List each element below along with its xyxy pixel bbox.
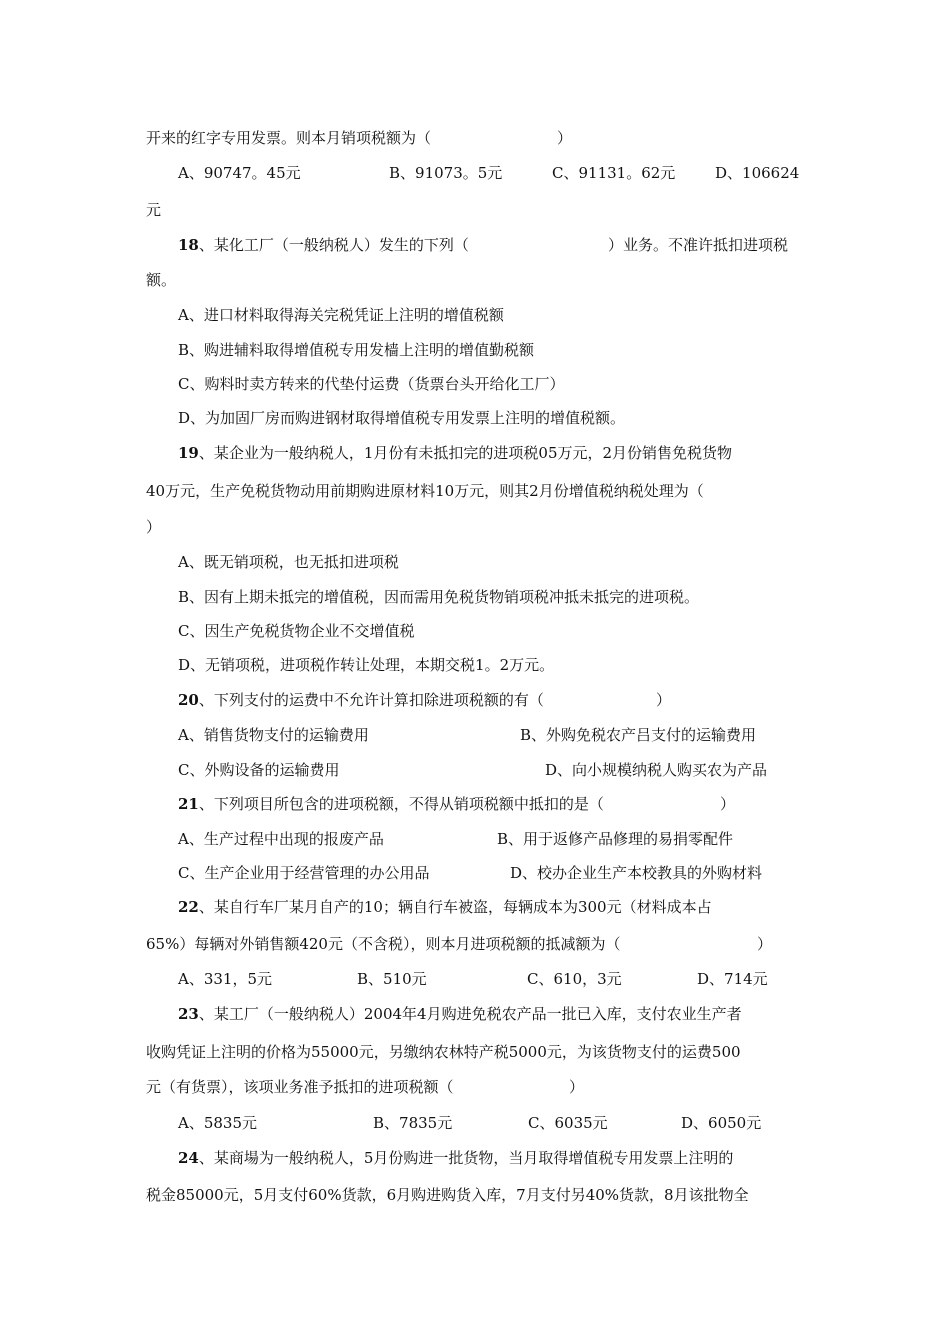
q19-continuation-1: 40万元，生产免税货物动用前期购进原材料10万元，则其2月份增值税纳税处理为（ bbox=[146, 482, 704, 500]
q18-option-b: B、购进辅料取得增值税专用发樯上注明的增值勤税额 bbox=[178, 341, 535, 359]
q18-option-a: A、进口材料取得海关完税凭证上注明的增值税额 bbox=[178, 306, 504, 324]
q19-option-d: D、无销项税，进项税作转让处理，本期交税1。2万元。 bbox=[178, 656, 555, 674]
q17-option-d-tail: 元 bbox=[146, 201, 162, 219]
q17-option-a: A、90747。45元 bbox=[178, 164, 301, 182]
q20-number: 20 bbox=[178, 691, 199, 709]
q24-continuation: 税金85000元，5月支付60%货款，6月购进购货入库，7月支付另40%货款，8月该批物全 bbox=[146, 1186, 749, 1204]
q23-number: 23 bbox=[178, 1005, 199, 1023]
q20-text: 、下列支付的运费中不允许计算扣除进项税额的有（ bbox=[198, 691, 544, 709]
q19-text: 、某企业为一般纳税人，1月份有未抵扣完的进项税05万元，2月份销售免税货物 bbox=[198, 444, 733, 462]
q23-option-a: A、5835元 bbox=[178, 1114, 258, 1132]
q19-stem bbox=[178, 443, 732, 463]
q17-option-b: B、91073。5元 bbox=[389, 164, 503, 182]
q19-option-b: B、因有上期未抵完的增值税，因而需用免税货物销项税冲抵未抵完的进项税。 bbox=[178, 588, 700, 606]
q17-close-paren: ） bbox=[557, 129, 573, 147]
q22-option-b: B、510元 bbox=[357, 970, 427, 988]
q21-stem bbox=[178, 794, 604, 814]
q18-number: 18 bbox=[178, 236, 199, 254]
q18-stem bbox=[178, 235, 469, 255]
q17-option-c: C、91131。62元 bbox=[552, 164, 676, 182]
q22-option-c: C、610，3元 bbox=[527, 970, 622, 988]
q21-option-b: B、用于返修产品修理的易捐零配件 bbox=[497, 830, 734, 848]
q22-stem bbox=[178, 897, 712, 917]
q20-close-paren: ） bbox=[656, 691, 672, 709]
q23-option-d: D、6050元 bbox=[681, 1114, 762, 1132]
q18-option-c: C、购料时卖方转来的代垫付运费（货票台头开给化工厂） bbox=[178, 375, 565, 393]
q19-option-c: C、因生产免税货物企业不交增值税 bbox=[178, 622, 415, 640]
q21-option-d: D、校办企业生产本校教具的外购材料 bbox=[510, 864, 763, 882]
q18-continuation: 额。 bbox=[146, 271, 177, 289]
q21-option-a: A、生产过程中出现的报废产品 bbox=[178, 830, 384, 848]
q19-number: 19 bbox=[178, 444, 199, 462]
q18-text: 、某化工厂（一般纳税人）发生的下列（ bbox=[198, 236, 469, 254]
q23-option-c: C、6035元 bbox=[528, 1114, 608, 1132]
q17-text: 开来的红字专用发票。则本月销项税额为（ bbox=[146, 129, 432, 147]
q21-text: 、下列项目所包含的进项税额，不得从销项税额中抵扣的是（ bbox=[198, 795, 604, 813]
q23-option-b: B、7835元 bbox=[373, 1114, 453, 1132]
q22-close-paren: ） bbox=[757, 935, 773, 953]
q21-number: 21 bbox=[178, 795, 199, 813]
q17-continuation bbox=[146, 128, 431, 148]
q24-text: 、某商場为一般纳税人，5月份购进一批货物，当月取得增值税专用发票上注明的 bbox=[198, 1149, 734, 1167]
q23-continuation-2: 元（有货票），该项业务准予抵扣的进项税额（ bbox=[146, 1078, 454, 1096]
q23-stem bbox=[178, 1004, 742, 1024]
q23-close-paren: ） bbox=[569, 1078, 585, 1096]
q23-text: 、某工厂（一般纳税人）2004年4月购进免税农产品一批已入库，支付农业生产者 bbox=[198, 1005, 742, 1023]
q22-text: 、某自行车厂某月自产的10；辆自行车被盗，每辆成本为300元（材料成本占 bbox=[198, 898, 712, 916]
q20-option-c: C、外购设备的运输费用 bbox=[178, 761, 340, 779]
q21-close-paren: ） bbox=[720, 795, 736, 813]
q19-option-a: A、既无销项税，也无抵扣进项税 bbox=[178, 553, 399, 571]
q22-option-a: A、331，5元 bbox=[178, 970, 273, 988]
q24-number: 24 bbox=[178, 1149, 199, 1167]
q18-tail: ）业务。不准许抵扣进项税 bbox=[608, 236, 789, 254]
q20-option-a: A、销售货物支付的运输费用 bbox=[178, 726, 369, 744]
q22-continuation: 65%）每辆对外销售额420元（不含税），则本月进项税额的抵减额为（ bbox=[146, 935, 621, 953]
q18-option-d: D、为加固厂房而购进钢材取得增值税专用发票上注明的增值税额。 bbox=[178, 409, 626, 427]
q19-continuation-2: ） bbox=[146, 518, 162, 536]
q20-option-d: D、向小规模纳税人购买农为产品 bbox=[545, 761, 768, 779]
q20-stem bbox=[178, 690, 544, 710]
q23-continuation-1: 收购凭证上注明的价格为55000元，另缴纳农林特产税5000元，为该货物支付的运费500 bbox=[146, 1043, 741, 1061]
q17-option-d: D、106624 bbox=[715, 164, 800, 182]
q21-option-c: C、生产企业用于经营管理的办公用品 bbox=[178, 864, 430, 882]
q22-option-d: D、714元 bbox=[697, 970, 768, 988]
q22-number: 22 bbox=[178, 898, 199, 916]
q24-stem bbox=[178, 1148, 733, 1168]
q20-option-b: B、外购免税农产吕支付的运输费用 bbox=[520, 726, 757, 744]
